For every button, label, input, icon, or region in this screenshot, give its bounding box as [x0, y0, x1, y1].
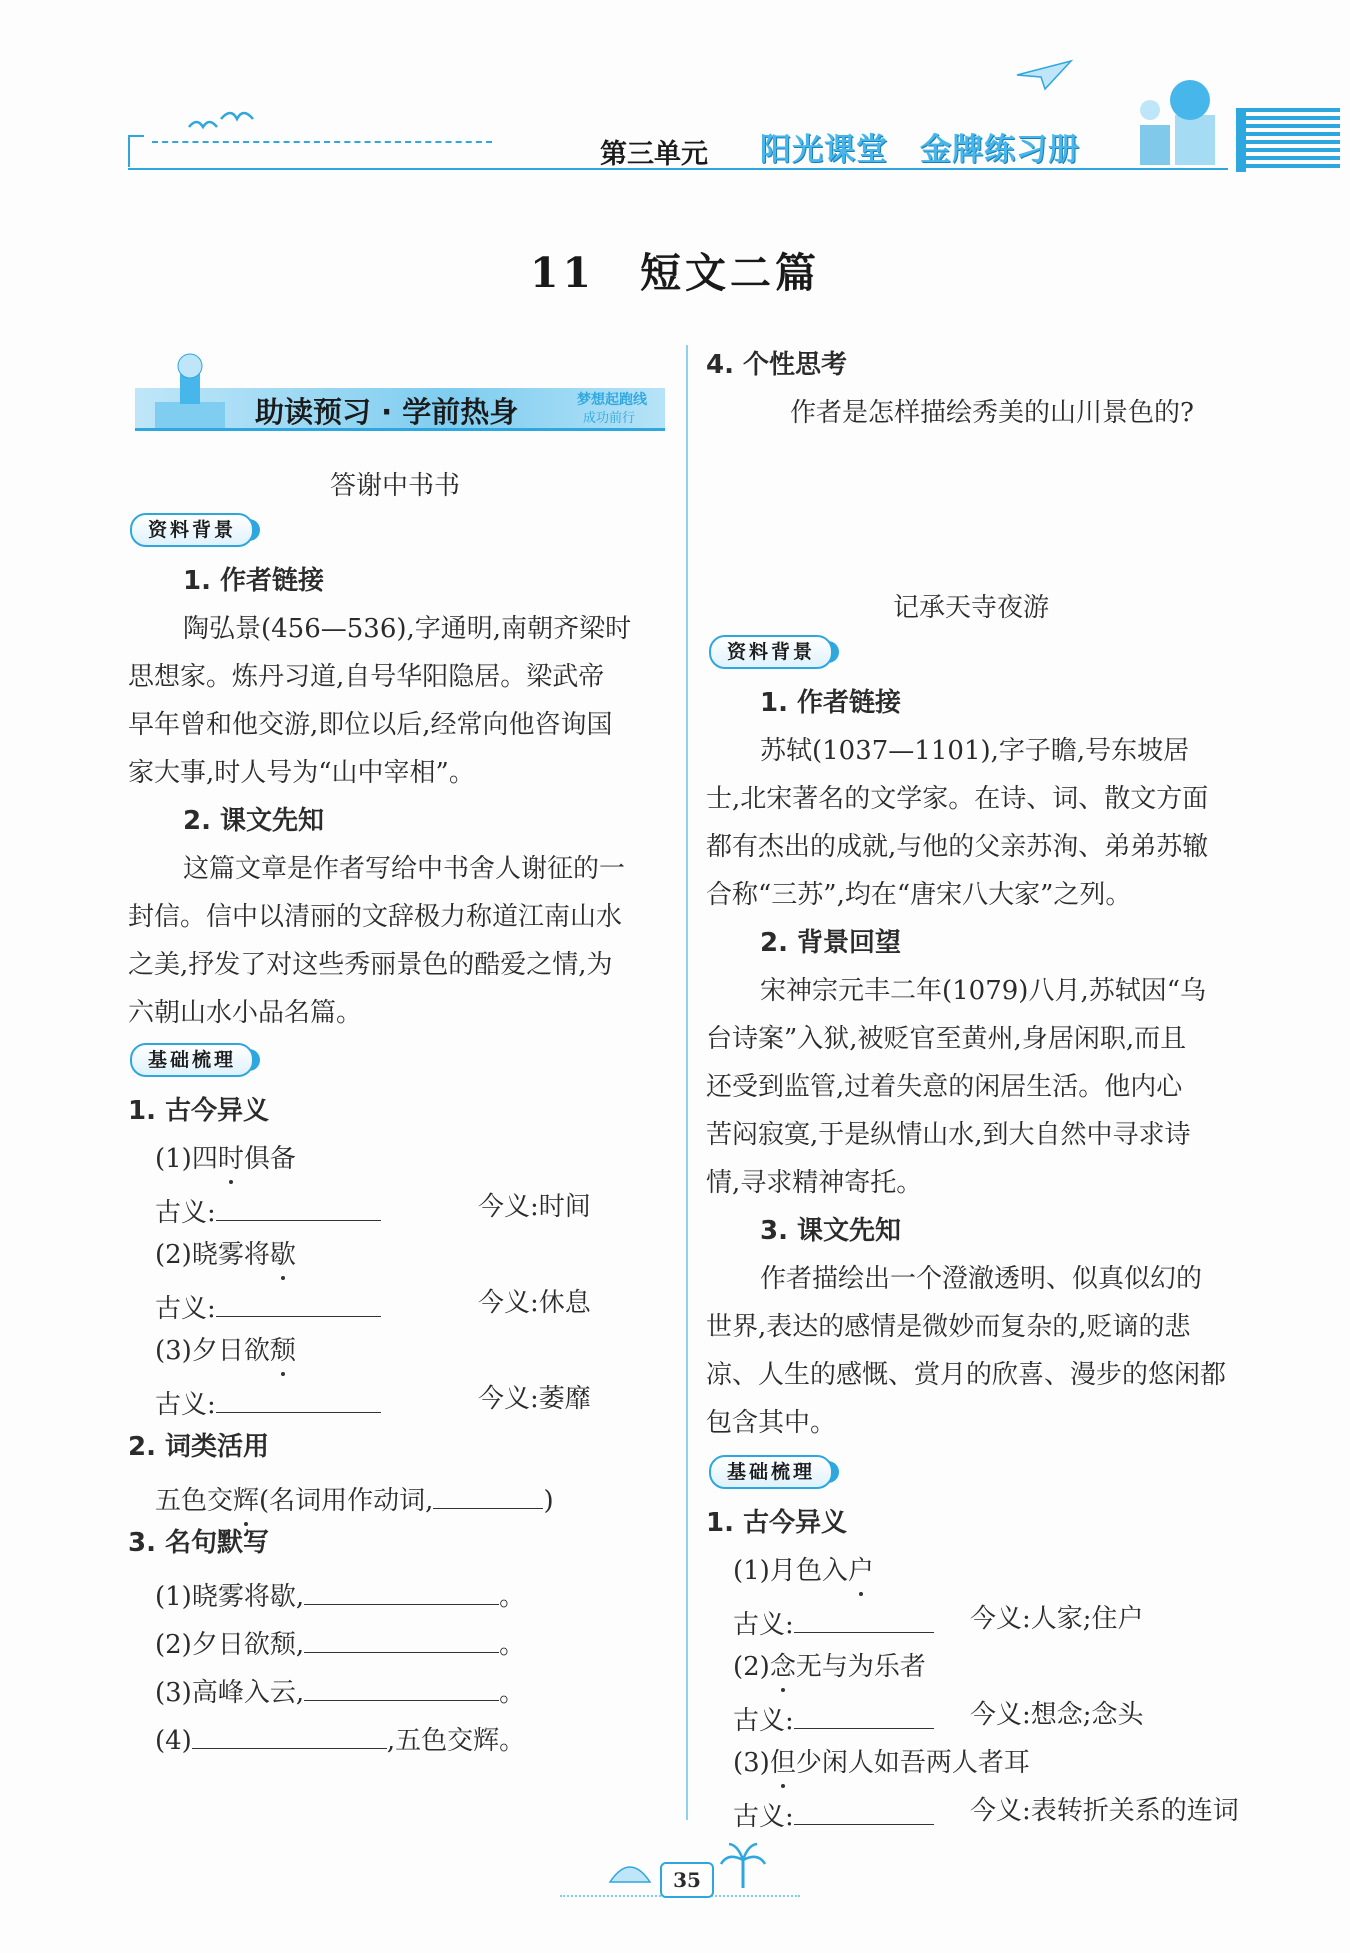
term-text: (3) — [733, 1748, 770, 1778]
term-text: (1)月色入 — [733, 1556, 848, 1586]
answer-blank[interactable] — [304, 1674, 499, 1701]
term-text: 俱备 — [243, 1144, 296, 1174]
banner-subtitle: 梦想起跑线 — [577, 392, 647, 408]
paper-plane-icon — [1015, 55, 1075, 95]
question-heading: 4. 个性思考 — [706, 350, 848, 380]
meaning-row — [155, 1290, 381, 1322]
old-meaning-label: 古义: — [155, 1294, 216, 1324]
modern-meaning: 今义:时间 — [478, 1192, 591, 1222]
section-heading: 1. 作者链接 — [183, 566, 325, 596]
section-heading: 3. 课文先知 — [760, 1216, 902, 1246]
term-item — [733, 1558, 874, 1584]
text-line: 合称“三苏”,均在“唐宋八大家”之列。 — [706, 880, 1132, 910]
modern-meaning: 今义:人家;住户 — [970, 1604, 1144, 1634]
term-item — [733, 1750, 1030, 1776]
recite-label: (4) — [155, 1726, 192, 1756]
term-emphasis: 颓 — [269, 1336, 296, 1366]
recite-label: (2)夕日欲颓, — [155, 1630, 305, 1660]
term-item — [155, 1242, 296, 1268]
recite-end: 。 — [499, 1582, 526, 1612]
tag-basics: 基础梳理 — [709, 1455, 833, 1489]
palm-tree-icon — [718, 1840, 768, 1890]
question-text: 作者是怎样描绘秀美的山川景色的? — [790, 398, 1194, 428]
header-bar — [1236, 108, 1246, 172]
text-line: 家大事,时人号为“山中宰相”。 — [128, 758, 475, 788]
modern-meaning: 今义:萎靡 — [478, 1384, 591, 1414]
term-text: (3)夕日欲 — [155, 1336, 270, 1366]
globe-decoration-icon — [1120, 70, 1240, 170]
term-emphasis: 但 — [769, 1748, 796, 1778]
header-dashed-line — [152, 141, 492, 143]
text-line: 这篇文章是作者写给中书舍人谢征的一 — [183, 854, 626, 884]
answer-blank[interactable] — [216, 1194, 381, 1221]
answer-blank[interactable] — [794, 1798, 934, 1825]
section-heading: 2. 课文先知 — [183, 806, 325, 836]
section-heading: 1. 作者链接 — [760, 688, 902, 718]
meaning-row — [733, 1606, 934, 1638]
text-line: 陶弘景(456—536),字通明,南朝齐梁时 — [183, 614, 632, 644]
term-text: 少闲人如吾两人者耳 — [795, 1748, 1030, 1778]
page-number: 35 — [660, 1862, 714, 1898]
recite-item — [155, 1626, 525, 1658]
term-emphasis: 时 — [217, 1144, 244, 1174]
term-text: 五色交 — [155, 1486, 234, 1516]
term-emphasis: 念 — [769, 1652, 796, 1682]
brand-title: 阳光课堂 金牌练习册 — [760, 132, 1080, 168]
old-meaning-label: 古义: — [733, 1802, 794, 1832]
answer-blank[interactable] — [216, 1386, 381, 1413]
recite-item — [155, 1722, 525, 1754]
text-line: 作者描绘出一个澄澈透明、似真似幻的 — [760, 1264, 1203, 1294]
term-emphasis: 户 — [847, 1556, 874, 1586]
text-line: 六朝山水小品名篇。 — [128, 998, 363, 1028]
tag-background: 资料背景 — [709, 635, 833, 669]
modern-meaning: 今义:休息 — [478, 1288, 591, 1318]
tag-background: 资料背景 — [130, 513, 254, 547]
term-text: 无与为乐者 — [795, 1652, 926, 1682]
fountain-icon — [135, 352, 245, 432]
meaning-row — [155, 1386, 381, 1418]
term-text: (2) — [733, 1652, 770, 1682]
section-heading: 2. 背景回望 — [760, 928, 902, 958]
question-heading: 3. 名句默写 — [128, 1528, 270, 1558]
question-heading: 1. 古今异义 — [128, 1096, 270, 1126]
unit-label: 第三单元 — [600, 139, 708, 170]
text-line: 台诗案”入狱,被贬官至黄州,身居闲职,而且 — [706, 1024, 1187, 1054]
old-meaning-label: 古义: — [155, 1198, 216, 1228]
text-line: 思想家。炼丹习道,自号华阳隐居。梁武帝 — [128, 662, 605, 692]
answer-blank[interactable] — [304, 1626, 499, 1653]
section-banner — [135, 352, 665, 434]
banner-title: 助读预习 · 学前热身 — [255, 395, 519, 429]
banner-subtitle-2: 成功前行 — [583, 411, 636, 426]
text-line: 苏轼(1037—1101),字子瞻,号东坡居 — [760, 736, 1190, 766]
recite-end: ,五色交辉。 — [386, 1726, 526, 1756]
tag-basics: 基础梳理 — [130, 1043, 254, 1077]
column-divider — [686, 345, 688, 1820]
text-line: 都有杰出的成就,与他的父亲苏洵、弟弟苏辙 — [706, 832, 1209, 862]
answer-blank[interactable] — [304, 1578, 499, 1605]
recite-label: (1)晓雾将歇, — [155, 1582, 305, 1612]
answer-blank[interactable] — [216, 1290, 381, 1317]
term-text: (1)四 — [155, 1144, 218, 1174]
question-heading: 1. 古今异义 — [706, 1508, 848, 1538]
text-line: 包含其中。 — [706, 1408, 837, 1438]
text-line: 世界,表达的感情是微妙而复杂的,贬谪的悲 — [706, 1312, 1191, 1342]
text-line: 之美,抒发了对这些秀丽景色的酷爱之情,为 — [128, 950, 613, 980]
header-notch — [128, 135, 144, 167]
page-title: 11 短文二篇 — [529, 249, 821, 297]
text-line: 早年曾和他交游,即位以后,经常向他咨询国 — [128, 710, 613, 740]
recite-item — [155, 1674, 525, 1706]
text-line: 封信。信中以清丽的文辞极力称道江南山水 — [128, 902, 623, 932]
term-item — [155, 1146, 296, 1172]
question-line — [155, 1482, 554, 1514]
term-emphasis: 歇 — [269, 1240, 296, 1270]
term-text: (名词用作动词, — [259, 1486, 434, 1516]
recite-item — [155, 1578, 525, 1610]
old-meaning-label: 古义: — [733, 1706, 794, 1736]
header-stripes — [1236, 108, 1340, 172]
term-item — [733, 1654, 926, 1680]
old-meaning-label: 古义: — [733, 1610, 794, 1640]
answer-blank[interactable] — [192, 1722, 387, 1749]
recite-end: 。 — [499, 1630, 526, 1660]
meaning-row — [733, 1702, 934, 1734]
text-line: 情,寻求精神寄托。 — [706, 1168, 923, 1198]
term-emphasis: 辉 — [233, 1486, 260, 1516]
text-line: 凉、人生的感慨、赏月的欣喜、漫步的悠闲都 — [706, 1360, 1227, 1390]
question-heading: 2. 词类活用 — [128, 1432, 270, 1462]
text-title: 记承天寺夜游 — [893, 593, 1050, 623]
modern-meaning: 今义:想念;念头 — [970, 1700, 1144, 1730]
text-line: 还受到监管,过着失意的闲居生活。他内心 — [706, 1072, 1183, 1102]
term-text: (2)晓雾将 — [155, 1240, 270, 1270]
answer-blank[interactable] — [794, 1702, 934, 1729]
answer-blank[interactable] — [794, 1606, 934, 1633]
text-title: 答谢中书书 — [330, 471, 461, 501]
meaning-row — [733, 1798, 934, 1830]
term-item — [155, 1338, 296, 1364]
text-line: 宋神宗元丰二年(1079)八月,苏轼因“乌 — [760, 976, 1207, 1006]
text-line: 士,北宋著名的文学家。在诗、词、散文方面 — [706, 784, 1209, 814]
answer-blank[interactable] — [433, 1482, 543, 1509]
modern-meaning: 今义:表转折关系的连词 — [970, 1796, 1239, 1826]
meaning-row — [155, 1194, 381, 1226]
seagull-icon — [185, 105, 255, 141]
recite-end: 。 — [499, 1678, 526, 1708]
term-text: ) — [543, 1486, 554, 1516]
recite-label: (3)高峰入云, — [155, 1678, 305, 1708]
text-line: 苦闷寂寞,于是纵情山水,到大自然中寻求诗 — [706, 1120, 1191, 1150]
seashell-icon — [600, 1852, 660, 1892]
old-meaning-label: 古义: — [155, 1390, 216, 1420]
